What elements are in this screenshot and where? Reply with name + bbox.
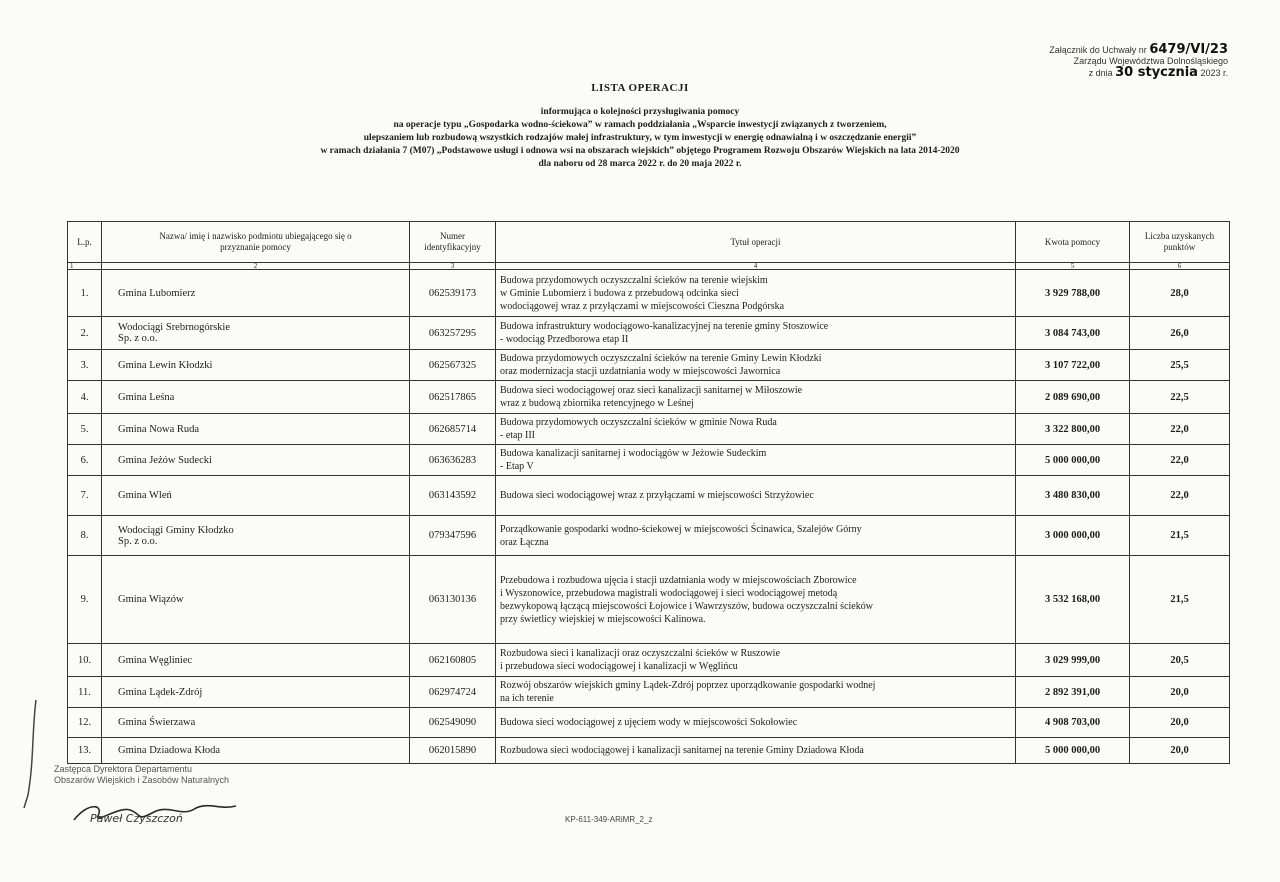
operation-title-line: Rozwój obszarów wiejskich gminy Lądek-Zdrój poprzez uporządkowanie gospodarki wodnej	[500, 680, 876, 691]
row-applicant	[102, 317, 410, 350]
row-points: 25,5	[1130, 350, 1230, 381]
row-amount: 3 084 743,00	[1016, 317, 1130, 350]
table-row	[68, 317, 1230, 350]
row-operation-title	[496, 445, 1016, 476]
row-applicant	[102, 476, 410, 516]
row-amount: 5 000 000,00	[1016, 445, 1130, 476]
applicant-name: Gmina Nowa Ruda	[118, 423, 200, 435]
row-id-number: 062160805	[410, 644, 496, 677]
operation-title-line: na ich terenie	[500, 693, 554, 704]
applicant-name-suffix: Sp. z o.o.	[118, 535, 158, 547]
column-number-row	[68, 263, 1230, 270]
row-lp: 9.	[68, 556, 102, 644]
operation-title-line: Rozbudowa sieci wodociągowej i kanalizacji sanitarnej na terenie Gminy Dziadowa Kłoda	[500, 745, 864, 756]
applicant-name: Gmina Lubomierz	[118, 287, 196, 299]
table-row	[68, 270, 1230, 317]
operation-title-line: Porządkowanie gospodarki wodno-ściekowej w miejscowości Ścinawica, Szalejów Górny	[500, 523, 862, 535]
operation-title-line: Budowa infrastruktury wodociągowo-kanalizacyjnej na terenie gminy Stoszowice	[500, 321, 829, 332]
document-title: LISTA OPERACJI	[591, 82, 689, 94]
attachment-line-2: Zarządu Województwa Dolnośląskiego	[1073, 56, 1228, 66]
row-operation-title	[496, 644, 1016, 677]
row-amount: 3 029 999,00	[1016, 644, 1130, 677]
row-points: 20,0	[1130, 708, 1230, 738]
row-lp: 4.	[68, 381, 102, 414]
applicant-name: Gmina Leśna	[118, 391, 175, 403]
row-amount: 5 000 000,00	[1016, 738, 1130, 764]
row-applicant	[102, 738, 410, 764]
applicant-name-suffix: Sp. z o.o.	[118, 333, 158, 344]
operation-title-line: - wodociąg Przedborowa etap II	[500, 334, 629, 345]
row-operation-title	[496, 708, 1016, 738]
row-operation-title	[496, 270, 1016, 317]
row-amount: 3 532 168,00	[1016, 556, 1130, 644]
row-points: 22,5	[1130, 381, 1230, 414]
row-points: 20,0	[1130, 738, 1230, 764]
operation-title-line: oraz Łączna	[500, 536, 549, 548]
row-amount: 3 480 830,00	[1016, 476, 1130, 516]
row-id-number: 079347596	[410, 516, 496, 556]
header-lp: L.p.	[68, 222, 102, 263]
applicant-name: Gmina Wiązów	[118, 594, 184, 605]
row-id-number: 063143592	[410, 476, 496, 516]
row-applicant	[102, 350, 410, 381]
signature-stamp	[54, 764, 274, 786]
row-amount: 3 000 000,00	[1016, 516, 1130, 556]
operation-title-line: wraz z budową zbiornika retencyjnego w Leśnej	[500, 398, 694, 409]
row-lp: 12.	[68, 708, 102, 738]
table-row	[68, 708, 1230, 738]
row-points: 22,0	[1130, 414, 1230, 445]
header-title: Tytuł operacji	[496, 222, 1016, 263]
applicant-name: Gmina Świerzawa	[118, 717, 196, 728]
row-lp: 1.	[68, 270, 102, 317]
row-points: 21,5	[1130, 556, 1230, 644]
subtitle-line: w ramach działania 7 (M07) „Podstawowe usługi i odnowa wsi na obszarach wiejskich” objętego Programem Rozwoju Obszarów Wiejskich na lata 2014-2020	[320, 146, 960, 156]
operation-title-line: Rozbudowa sieci i kanalizacji oraz oczyszczalni ścieków w Ruszowie	[500, 648, 780, 659]
applicant-name: Gmina Jeżów Sudecki	[118, 454, 212, 466]
row-lp: 3.	[68, 350, 102, 381]
row-applicant	[102, 556, 410, 644]
table-row	[68, 476, 1230, 516]
subtitle-line: informująca o kolejności przysługiwania pomocy	[540, 107, 740, 117]
header-name: Nazwa/ imię i nazwisko podmiotu ubiegającego się o przyznanie pomocy	[102, 222, 410, 263]
row-applicant	[102, 381, 410, 414]
row-applicant	[102, 677, 410, 708]
row-applicant	[102, 270, 410, 317]
row-applicant	[102, 708, 410, 738]
row-operation-title	[496, 516, 1016, 556]
applicant-name: Gmina Lewin Kłodzki	[118, 359, 213, 371]
row-points: 26,0	[1130, 317, 1230, 350]
operation-title-line: i przebudowa sieci wodociągowej i kanalizacji w Węglińcu	[500, 661, 738, 672]
row-id-number: 062685714	[410, 414, 496, 445]
row-amount: 3 929 788,00	[1016, 270, 1130, 317]
operation-title-line: przy świetlicy wiejskiej w miejscowości Kalinowa.	[500, 613, 706, 625]
column-number: 2	[102, 263, 410, 270]
row-amount: 2 089 690,00	[1016, 381, 1130, 414]
page-code: KP-611-349-ARiMR_2_z	[565, 815, 653, 824]
operation-title-line: - Etap V	[500, 461, 534, 472]
attachment-line-1: Załącznik do Uchwały nr	[1049, 45, 1147, 55]
row-id-number: 062974724	[410, 677, 496, 708]
operation-title-line: w Gminie Lubomierz i budowa z przebudową odcinka sieci	[500, 287, 739, 299]
row-amount: 2 892 391,00	[1016, 677, 1130, 708]
table-row	[68, 516, 1230, 556]
operation-title-line: bezwykopową łączącą miejscowości Łojowice i Wawrzyszów, budowa oczyszczalni ścieków	[500, 600, 873, 612]
column-number: 5	[1016, 263, 1130, 270]
row-id-number: 062549090	[410, 708, 496, 738]
row-id-number: 063130136	[410, 556, 496, 644]
row-applicant	[102, 445, 410, 476]
operation-title-line: Budowa przydomowych oczyszczalni ścieków w gminie Nowa Ruda	[500, 417, 777, 428]
subtitle-line: ulepszaniem lub rozbudową wszystkich rodzajów małej infrastruktury, w tym inwestycji w energię odnawialną i w oszczędzanie energii”	[363, 133, 917, 143]
row-id-number: 062539173	[410, 270, 496, 317]
stamp-line-2: Obszarów Wiejskich i Zasobów Naturalnych	[54, 775, 230, 785]
row-points: 22,0	[1130, 445, 1230, 476]
operation-title-line: Przebudowa i rozbudowa ujęcia i stacji uzdatniania wody w miejscowościach Zborowice	[500, 574, 857, 586]
column-number: 1	[68, 263, 102, 270]
row-lp: 8.	[68, 516, 102, 556]
operation-title-line: Budowa sieci wodociągowej oraz sieci kanalizacji sanitarnej w Miłoszowie	[500, 385, 803, 396]
table-row	[68, 738, 1230, 764]
row-points: 22,0	[1130, 476, 1230, 516]
header-points: Liczba uzyskanych punktów	[1130, 222, 1230, 263]
applicant-name: Gmina Lądek-Zdrój	[118, 686, 203, 698]
row-id-number: 063636283	[410, 445, 496, 476]
attachment-note	[988, 44, 1228, 79]
applicant-name: Gmina Wleń	[118, 490, 172, 501]
row-operation-title	[496, 381, 1016, 414]
row-lp: 5.	[68, 414, 102, 445]
operation-title-line: Budowa przydomowych oczyszczalni ścieków na terenie wiejskim	[500, 274, 768, 286]
row-applicant	[102, 414, 410, 445]
header-id: Numer identyfikacyjny	[410, 222, 496, 263]
subtitle-line: dla naboru od 28 marca 2022 r. do 20 maja 2022 r.	[538, 159, 742, 169]
column-number: 6	[1130, 263, 1230, 270]
row-operation-title	[496, 350, 1016, 381]
row-operation-title	[496, 414, 1016, 445]
row-id-number: 063257295	[410, 317, 496, 350]
row-applicant	[102, 644, 410, 677]
table-row	[68, 644, 1230, 677]
row-operation-title	[496, 677, 1016, 708]
row-amount: 3 107 722,00	[1016, 350, 1130, 381]
table-row	[68, 350, 1230, 381]
row-id-number: 062567325	[410, 350, 496, 381]
row-points: 20,5	[1130, 644, 1230, 677]
table-row	[68, 677, 1230, 708]
operation-title-line: oraz modernizacja stacji uzdatniania wody w miejscowości Jawornica	[500, 366, 781, 377]
column-number: 3	[410, 263, 496, 270]
applicant-name: Wodociągi Gminy Kłodzko	[118, 524, 234, 536]
applicant-name: Gmina Dziadowa Kłoda	[118, 745, 221, 756]
applicant-name: Wodociągi Srebrnogórskie	[118, 322, 231, 333]
margin-stroke	[22, 700, 42, 810]
table-row	[68, 414, 1230, 445]
operation-title-line: wodociągowej wraz z przyłączami w miejscowości Cieszna Podgórska	[500, 300, 785, 312]
table-row	[68, 556, 1230, 644]
operation-title-line: Budowa kanalizacji sanitarnej i wodociągów w Jeżowie Sudeckim	[500, 448, 767, 459]
row-applicant	[102, 516, 410, 556]
table-row	[68, 445, 1230, 476]
column-number: 4	[496, 263, 1016, 270]
row-lp: 11.	[68, 677, 102, 708]
row-amount: 4 908 703,00	[1016, 708, 1130, 738]
row-lp: 10.	[68, 644, 102, 677]
row-operation-title	[496, 738, 1016, 764]
table-header-row	[68, 222, 1230, 263]
table-row	[68, 381, 1230, 414]
row-lp: 7.	[68, 476, 102, 516]
date-prefix: z dnia	[1088, 68, 1113, 78]
operation-title-line: Budowa sieci wodociągowej z ujęciem wody w miejscowości Sokołowiec	[500, 717, 798, 728]
operation-title-line: - etap III	[500, 430, 535, 441]
operation-title-line: Budowa przydomowych oczyszczalni ścieków na terenie Gminy Lewin Kłodzki	[500, 353, 822, 364]
applicant-name: Gmina Węgliniec	[118, 654, 193, 666]
row-lp: 2.	[68, 317, 102, 350]
row-operation-title	[496, 317, 1016, 350]
date-handwritten: 30 stycznia	[1115, 65, 1198, 80]
row-operation-title	[496, 556, 1016, 644]
row-points: 21,5	[1130, 516, 1230, 556]
operations-table	[67, 221, 1230, 764]
stamp-line-1: Zastępca Dyrektora Departamentu	[54, 764, 193, 774]
header-amount: Kwota pomocy	[1016, 222, 1130, 263]
row-points: 20,0	[1130, 677, 1230, 708]
row-lp: 13.	[68, 738, 102, 764]
resolution-number: 6479/VI/23	[1149, 42, 1228, 57]
operation-title-line: i Wyszonowice, przebudowa magistrali wodociągowej i sieci wodociągowej metodą	[500, 587, 838, 599]
signer-name: Paweł Czyszczoń	[90, 812, 183, 825]
row-amount: 3 322 800,00	[1016, 414, 1130, 445]
row-points: 28,0	[1130, 270, 1230, 317]
subtitle-line: na operacje typu „Gospodarka wodno-ściekowa” w ramach poddziałania „Wsparcie inwestycji związanych z tworzeniem,	[393, 120, 887, 130]
row-operation-title	[496, 476, 1016, 516]
row-id-number: 062015890	[410, 738, 496, 764]
operation-title-line: Budowa sieci wodociągowej wraz z przyłączami w miejscowości Strzyżowiec	[500, 490, 814, 501]
date-suffix: 2023 r.	[1200, 68, 1228, 78]
row-id-number: 062517865	[410, 381, 496, 414]
document-subtitle	[190, 106, 1090, 171]
row-lp: 6.	[68, 445, 102, 476]
